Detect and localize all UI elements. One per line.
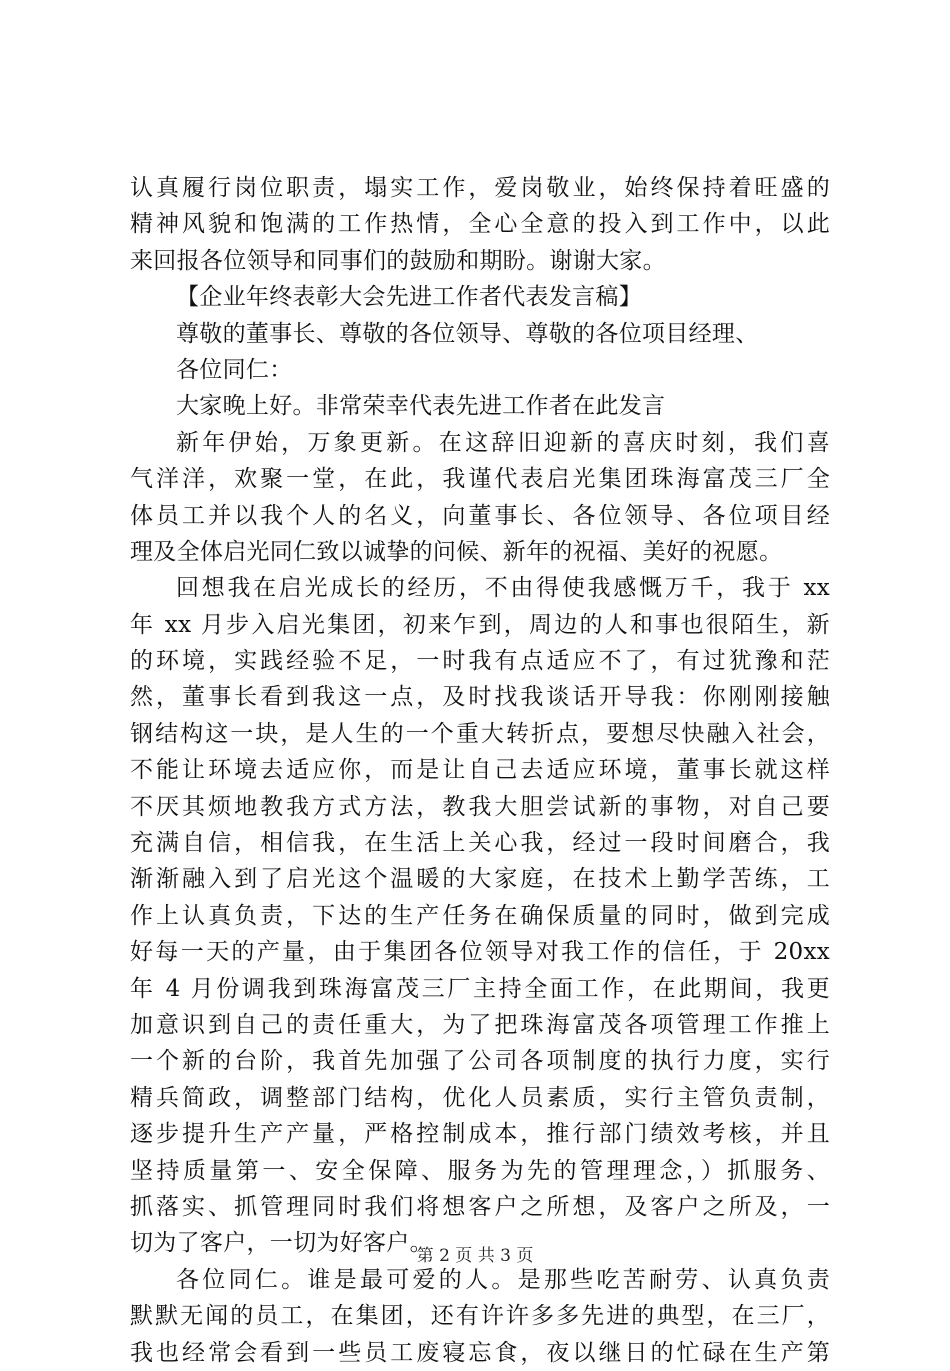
text-line: 作上认真负责，下达的生产任务在确保质量的同时，做到完成	[130, 902, 830, 929]
document-body	[130, 170, 830, 1371]
text-line: 回想我在启光成长的经历，不由得使我感慨万千，我于 xx	[176, 575, 830, 602]
text-line: 理及全体启光同仁致以诚挚的问候、新年的祝福、美好的祝愿。	[130, 538, 783, 565]
text-line: 逐步提升生产产量，严格控制成本，推行部门绩效考核，并且	[130, 1121, 830, 1148]
text-line: 然，董事长看到我这一点，及时找我谈话开导我：你刚刚接触	[130, 684, 830, 711]
text-line: 抓落实、抓管理同时我们将想客户之所想，及客户之所及，一	[130, 1193, 830, 1220]
text-line: 年 4 月份调我到珠海富茂三厂主持全面工作，在此期间，我更	[130, 975, 830, 1002]
text-line: 的环境，实践经验不足，一时我有点适应不了，有过犹豫和茫	[130, 648, 830, 675]
text-line: 精兵简政，调整部门结构，优化人员素质，实行主管负责制，	[130, 1084, 830, 1111]
text-line: 渐渐融入到了启光这个温暖的大家庭，在技术上勤学苦练，工	[130, 866, 830, 893]
text-line: 各位同仁。谁是最可爱的人。是那些吃苦耐劳、认真负责	[176, 1266, 830, 1293]
text-line: 切为了客户，一切为好客户。	[130, 1230, 433, 1257]
text-line: 好每一天的产量，由于集团各位领导对我工作的信任，于 20xx	[130, 939, 830, 966]
page-footer: 第 2 页 共 3 页	[416, 1246, 534, 1266]
text-line: 新年伊始，万象更新。在这辞旧迎新的喜庆时刻，我们喜	[176, 429, 830, 456]
text-line: 来回报各位领导和同事们的鼓励和期盼。谢谢大家。	[130, 247, 666, 274]
text-line: 气洋洋，欢聚一堂，在此，我谨代表启光集团珠海富茂三厂全	[130, 466, 830, 493]
text-line: 各位同仁：	[176, 356, 293, 383]
text-line: 认真履行岗位职责，塌实工作，爱岗敬业，始终保持着旺盛的	[130, 175, 830, 201]
text-line: 不厌其烦地教我方式方法，教我大胆尝试新的事物，对自己要	[130, 793, 830, 820]
text-line: 体员工并以我个人的名义，向董事长、各位领导、各位项目经	[130, 502, 830, 529]
text-line: 加意识到自己的责任重大，为了把珠海富茂各项管理工作推上	[130, 1011, 830, 1038]
text-line: 年 xx 月步入启光集团，初来乍到，周边的人和事也很陌生，新	[130, 611, 830, 638]
text-line: 不能让环境去适应你，而是让自己去适应环境，董事长就这样	[130, 757, 830, 784]
text-line: 尊敬的董事长、尊敬的各位领导、尊敬的各位项目经理、	[176, 320, 759, 347]
text-line: 钢结构这一块，是人生的一个重大转折点，要想尽快融入社会，	[130, 720, 830, 747]
text-line: 默默无闻的员工，在集团，还有许许多多先进的典型，在三厂，	[130, 1303, 830, 1330]
text-line: 我也经常会看到一些员工废寝忘食，夜以继日的忙碌在生产第	[130, 1339, 830, 1366]
text-line: 精神风貌和饱满的工作热情，全心全意的投入到工作中，以此	[130, 211, 830, 238]
text-line: 一个新的台阶，我首先加强了公司各项制度的执行力度，实行	[130, 1048, 830, 1075]
text-line: 充满自信，相信我，在生活上关心我，经过一段时间磨合，我	[130, 830, 830, 857]
text-line: 大家晚上好。非常荣幸代表先进工作者在此发言	[176, 393, 666, 420]
text-line: 坚持质量第一、安全保障、服务为先的管理理念，）抓服务、	[130, 1157, 830, 1184]
text-line: 【企业年终表彰大会先进工作者代表发言稿】	[176, 284, 642, 311]
